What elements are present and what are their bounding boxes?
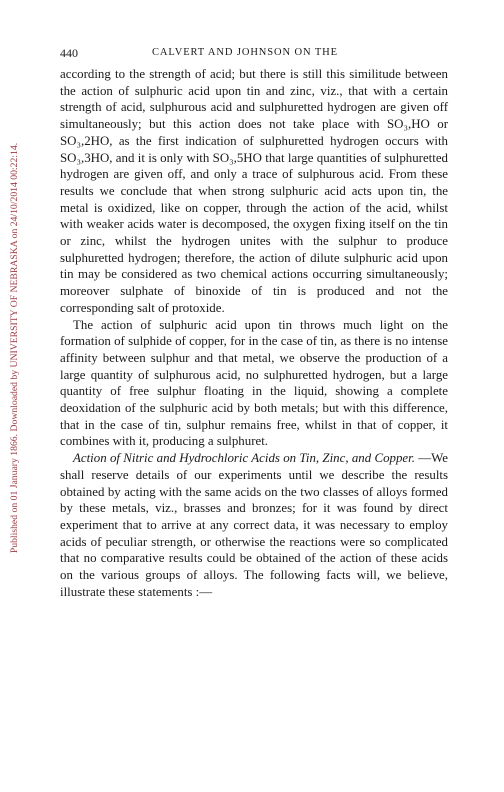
page-header: [60, 46, 448, 66]
paragraph-3: [60, 450, 448, 600]
paragraph-2: The action of sulphuric acid upon tin throws much light on the formation of sulphide of copper, for in the case of tin, as there is no intense affinity between sulphur and that metal, we observe the production of a large quantity of sulphurous acid, no sulphuretted hydrogen, but a large quantity of free sulphur floating in the liquid, showing a complete deoxidation of the sulphuric acid by both metals; but with this difference, that in the case of tin, sulphur remains free, whilst in that of copper, it combines with it, producing a sulphuret.: [60, 317, 448, 449]
paragraph-3-text: —We shall reserve details of our experiments until we describe the results obtained by acting with the same acids on the two classes of alloys formed by these metals, viz., brasses and bronzes; for it was found by direct experiment that to arrive at any correct data, it was necessary to employ acids of peculiar strength, or otherwise the reactions were so complicated that no comparative results could be obtained of the action of these acids on the various groups of alloys. The following facts will, we believe, illustrate these statements :—: [60, 451, 448, 599]
section-heading: Action of Nitric and Hydrochloric Acids on Tin, Zinc, and Copper.: [73, 451, 415, 466]
download-watermark: [7, 28, 21, 668]
journal-page: [60, 46, 448, 601]
body-text: [60, 66, 448, 601]
download-watermark-text: Published on 01 January 1866. Downloaded by UNIVERSITY OF NEBRASKA on 24/10/2014 00:22:14.: [9, 142, 20, 554]
page-number: 440: [60, 46, 78, 60]
running-title: CALVERT AND JOHNSON ON THE: [152, 47, 338, 58]
paragraph-1: according to the strength of acid; but there is still this similitude between the action of sulphuric acid upon tin and zinc, viz., that with a certain strength of acid, sulphurous acid and sulphuretted hydrogen are given off simultaneously; but this action does not take place with SO₃,HO or SO₃,2HO, as the first indication of sulphuretted hydrogen occurs with SO₃,3HO, and it is only with SO₃,5HO that large quantities of sulphuretted hydrogen are given off, and only a trace of sulphurous acid. From these results we conclude that when strong sulphuric acid acts upon tin, the metal is oxidized, like on copper, through the action of the acid, whilst with weaker acids water is decomposed, the oxygen fixing itself on the tin or zinc, whilst the hydrogen unites with the sulphur to produce sulphuretted hydrogen; therefore, the action of dilute sulphuric acid upon tin may be considered as two chemical actions occurring simultaneously; moreover sulphate of binoxide of tin is produced and not the corresponding salt of protoxide.: [60, 67, 448, 315]
